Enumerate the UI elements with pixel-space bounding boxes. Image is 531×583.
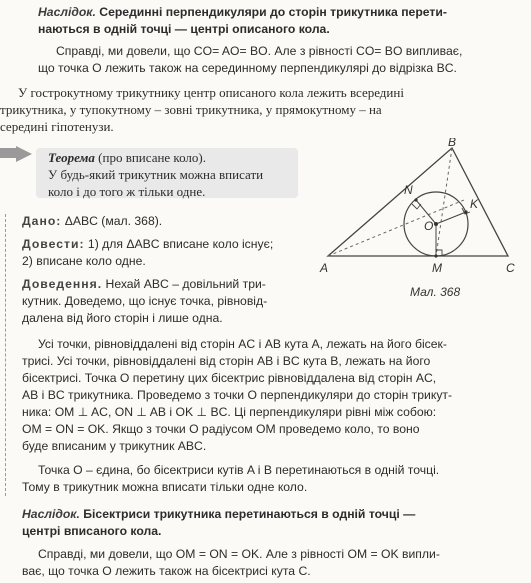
point-m (434, 254, 437, 257)
figure-caption: Мал. 368 (410, 285, 461, 299)
proof-intro-line1: Нехай ABC – довільний три- (105, 277, 266, 291)
label-o: O (424, 219, 434, 233)
proof-body-line1: Усі точки, рівновіддалені від сторін AC і AB кута A, лежать на його бісек- (38, 337, 447, 351)
corollary2-line2: центрі вписаного кола. (22, 524, 162, 538)
prove-label: Довести: (22, 237, 85, 251)
corollary2-label: Наслідок. (22, 507, 80, 521)
proof-body-line3: бісектрисі. Точка O перетину цих бісектрис рівновіддалена від сторін AC, (22, 371, 437, 385)
proof2-line2: ває, що точка O лежить також на бісектрисі кута C. (22, 564, 311, 578)
theorem-line1: У будь-який трикутник можна вписати (48, 167, 264, 182)
label-m: M (432, 261, 442, 275)
point-n (414, 198, 417, 201)
proof-intro-line2: кутник. Доведемо, що існує точка, рівновід- (22, 294, 268, 308)
proof-intro-label: Доведення. (22, 277, 103, 291)
proof2-line1: Справді, ми довели, що OM = ON = OK. Але з рівності OM = OK випли- (38, 547, 440, 561)
prove-line2: 2) вписане коло одне. (22, 254, 146, 268)
corollary2 (22, 506, 415, 523)
theorem-arrow-icon (16, 146, 32, 162)
circumcenter-line2: трикутника, у тупокутному – зовні трикутника, у прямокутному – на (0, 102, 382, 117)
proof-intro-line3: далена від його сторін і лише одна. (22, 311, 223, 325)
label-n: N (404, 183, 413, 197)
theorem-title-label: Теорема (48, 150, 95, 165)
given-text: ΔABC (мал. 368). (64, 214, 163, 228)
proof-end-line2: Тому в трикутник можна вписати тільки одне коло. (22, 480, 308, 494)
given (22, 213, 162, 230)
proof-body-line5: ника: OM ⊥ AC, ON ⊥ AB і OK ⊥ BC. Ці перпендикуляри рівні між собою: (22, 405, 437, 419)
corollary1-label: Наслідок. (38, 5, 96, 19)
label-c: C (506, 261, 515, 275)
proof1-line2: що точка O лежить також на серединному перпендикулярі до відрізка BC. (38, 61, 457, 75)
theorem-title (48, 149, 206, 166)
proof-body-line6: OM = ON = OK. Якщо з точки O радіусом OM проведемо коло, то воно (22, 422, 420, 436)
proof-body-line2: трисі. Усі точки, рівновіддалені від сторін AB і BC кута B, лежать на його (22, 354, 431, 368)
margin-dashed-line (5, 214, 6, 496)
proof-body-line4: AB і BC трикутника. Проведемо з точки O перпендикуляри до сторін трикут- (22, 388, 453, 402)
corollary1 (38, 4, 447, 21)
proof-end-line1: Точка O – єдина, бо бісектриси кутів A і B перетинаються в одній точці. (38, 463, 440, 477)
bisector-a (328, 200, 464, 256)
bisector-b (436, 148, 452, 256)
prove-line1: 1) для ΔABC вписане коло існує; (87, 237, 274, 251)
point-k (464, 210, 467, 213)
point-o (434, 222, 438, 226)
circumcenter-line3: середині гіпотенузи. (0, 119, 114, 134)
radius-ok (436, 212, 466, 224)
theorem-line2: коло і до того ж тільки одне. (48, 184, 206, 199)
figure-368 (318, 138, 518, 318)
circumcenter-line1: У гострокутному трикутнику центр описаного кола лежить всередині (18, 85, 404, 100)
label-b: B (448, 138, 457, 149)
proof-intro (22, 276, 266, 293)
proof1-line1: Справді, ми довели, що CO= AO= BO. Але з рівності CO= BO випливає, (56, 44, 463, 58)
given-label: Дано: (22, 214, 62, 228)
corollary1-line2: наються в одній точці — центрі описаного кола. (38, 22, 330, 36)
label-k: K (470, 197, 479, 211)
proof-body-line7: буде вписаним у трикутник ABC. (22, 439, 207, 453)
label-a: A (320, 261, 329, 275)
theorem-title-rest: (про вписане коло). (98, 150, 206, 165)
corollary1-line1: Серединні перпендикуляри до сторін трикутника перети- (99, 5, 447, 19)
corollary2-line1: Бісектриси трикутника перетинаються в одній точці — (83, 507, 416, 521)
prove (22, 236, 273, 253)
